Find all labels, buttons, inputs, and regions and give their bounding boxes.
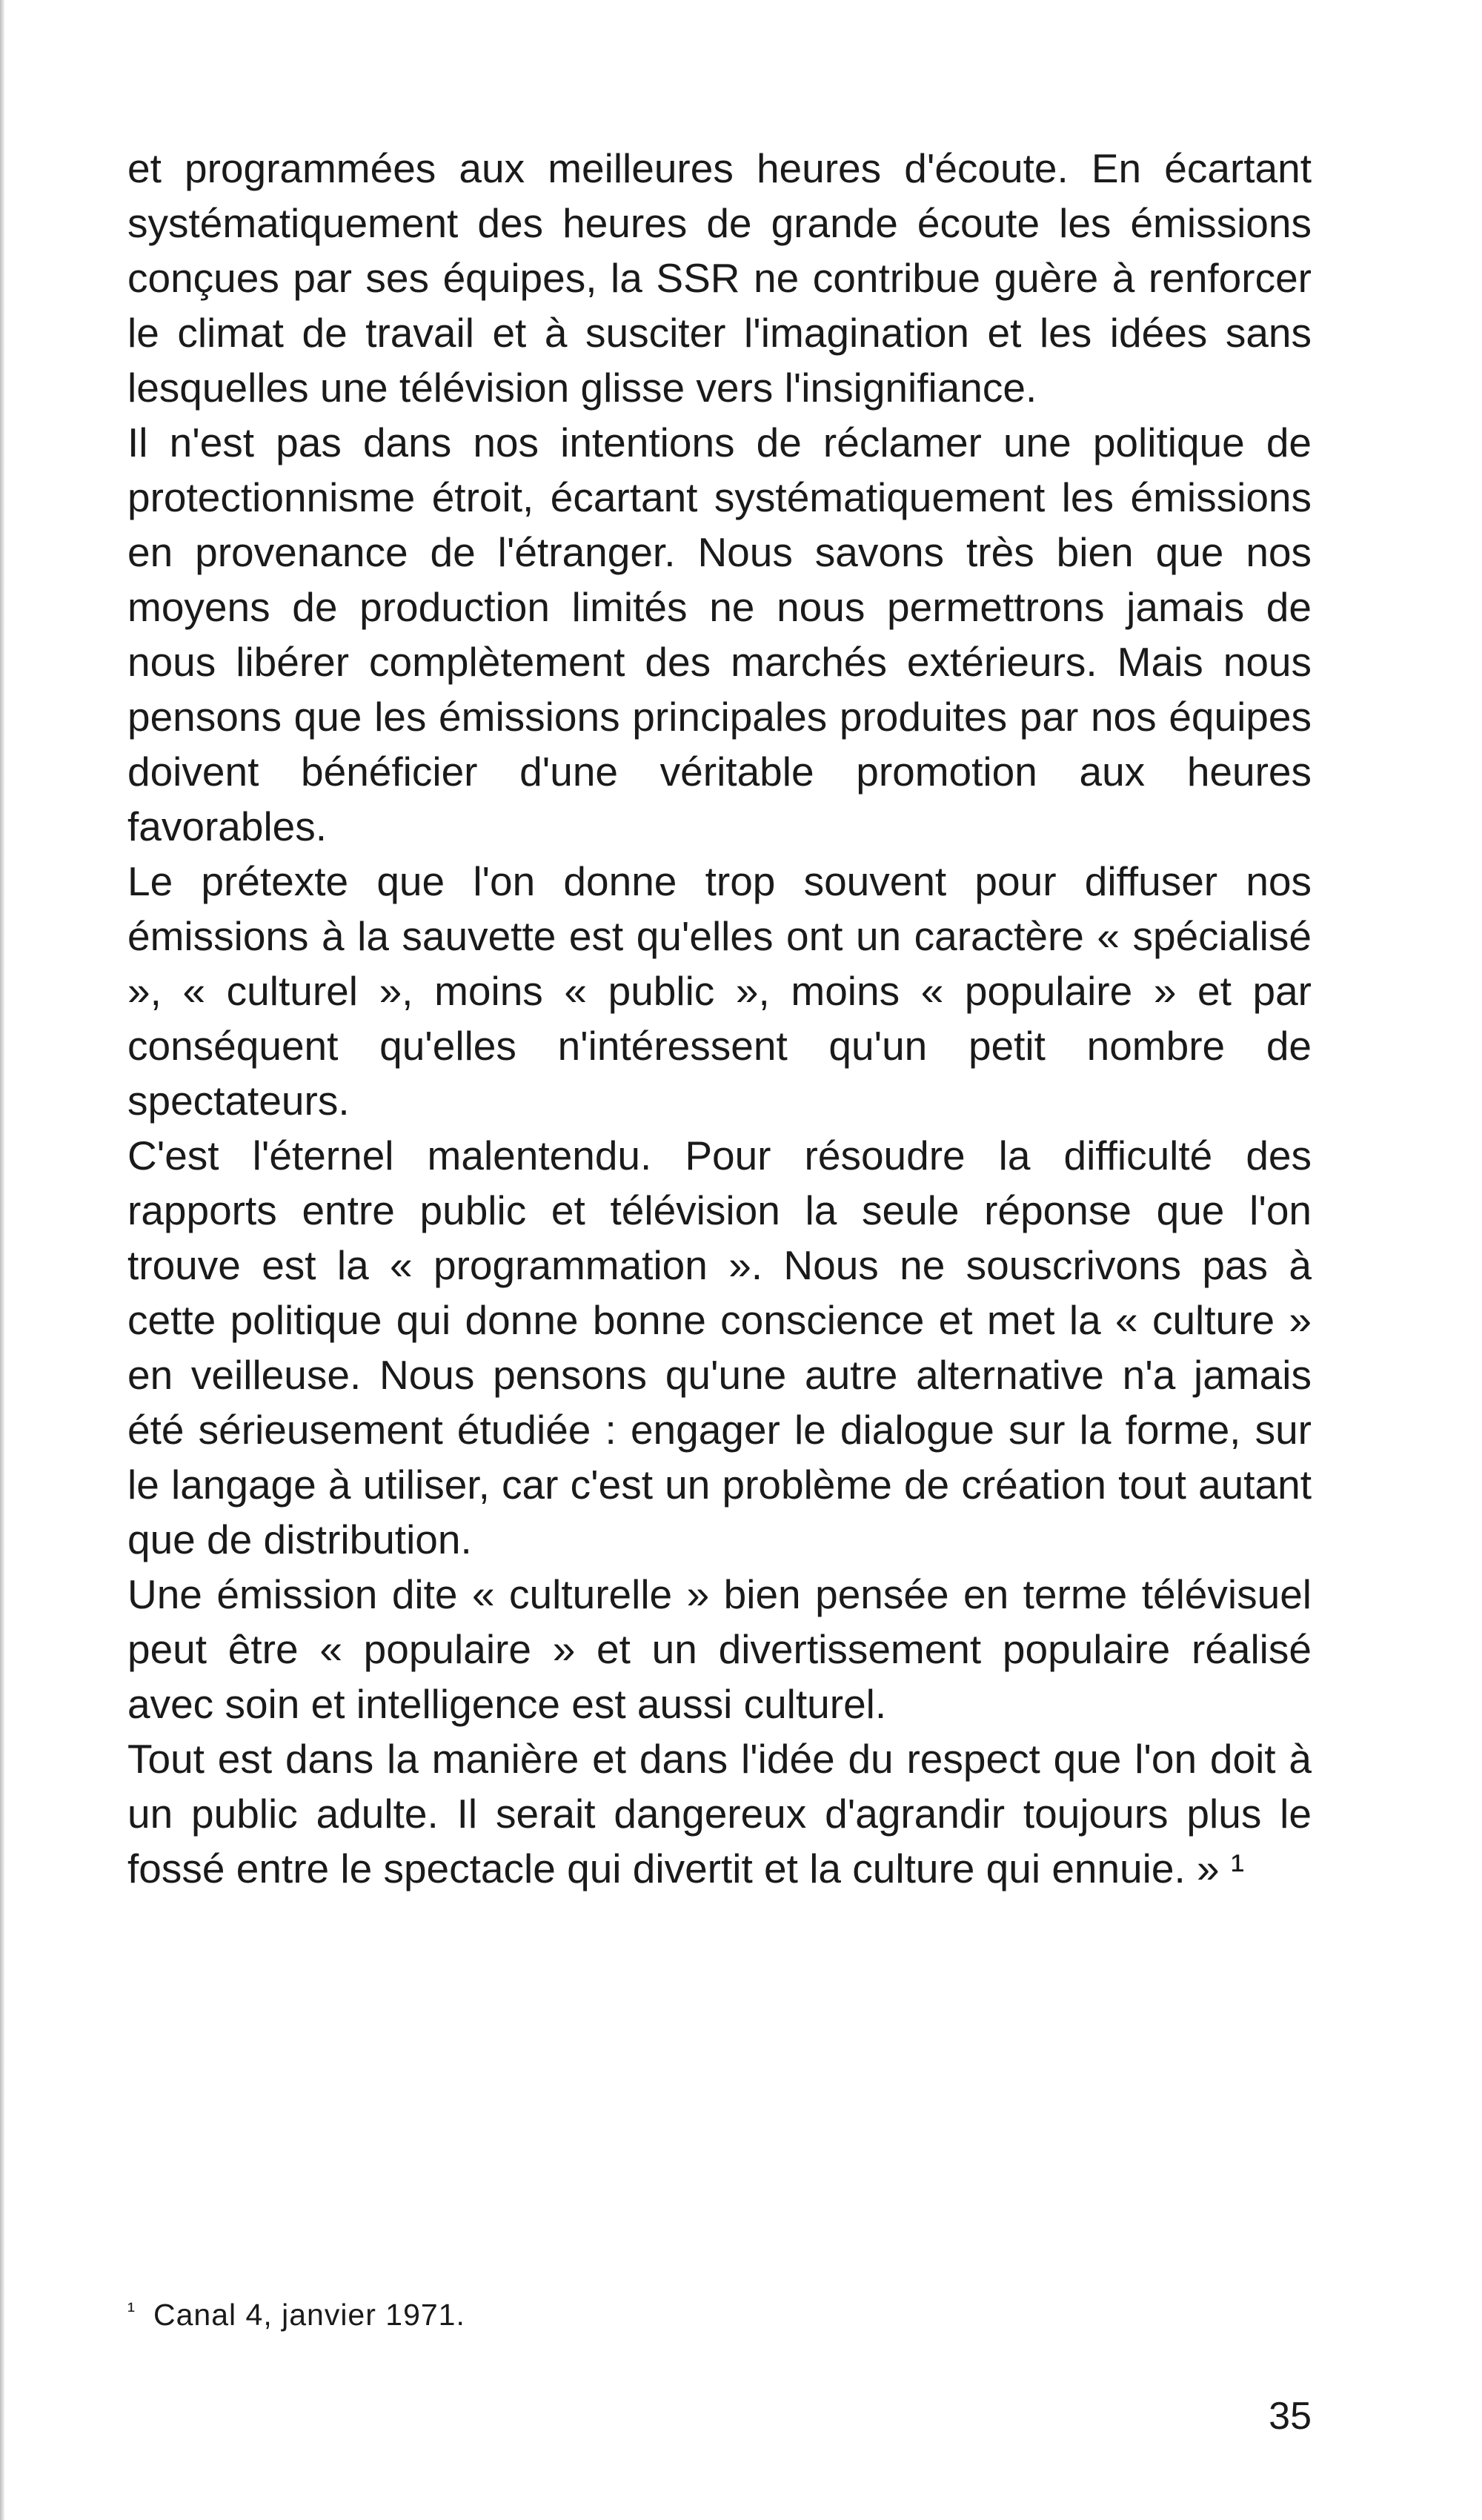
paragraph: Tout est dans la manière et dans l'idée du respect que l'on doit à un public adulte. Il serait dangereux d'agrandir toujours plus le fossé entre le spectacle qui divertit et la culture qui ennuie. » ¹ [127,1736,1312,1891]
paragraph: Il n'est pas dans nos intentions de réclamer une politique de protectionnisme étroit, écartant systématiquement les émissions en provenance de l'étranger. Nous savons très bien que nos moyens de production limités ne nous permettrons jamais de nous libérer complètement des marchés extérieurs. Mais nous pensons que les émissions principales produites par nos équipes doivent bénéficier d'une véritable promotion aux heures favorables. [127,420,1312,849]
body-text [127,141,1312,1896]
paragraph: C'est l'éternel malentendu. Pour résoudre la difficulté des rapports entre public et télévision la seule réponse que l'on trouve est la « programmation ». Nous ne souscrivons pas à cette politique qui donne bonne conscience et met la « culture » en veilleuse. Nous pensons qu'une autre alternative n'a jamais été sérieusement étudiée : engager le dialogue sur la forme, sur le langage à utiliser, car c'est un problème de création tout autant que de distribution. [127,1133,1312,1562]
footnote [127,2296,465,2337]
footnote-text: Canal 4, janvier 1971. [153,2298,465,2332]
paragraph: et programmées aux meilleures heures d'écoute. En écartant systématiquement des heures de grande écoute les émissions conçues par ses équipes, la SSR ne contribue guère à renforcer le climat de travail et à susciter l'imagination et les idées sans lesquelles une télévision glisse vers l'insignifiance. [127,145,1312,411]
paragraph: Une émission dite « culturelle » bien pensée en terme télévisuel peut être « populaire » et un divertissement populaire réalisé avec soin et intelligence est aussi culturel. [127,1571,1312,1727]
paragraph: Le prétexte que l'on donne trop souvent pour diffuser nos émissions à la sauvette est qu'elles ont un caractère « spécialisé », « culturel », moins « public », moins « populaire » et par conséquent qu'elles n'intéressent qu'un petit nombre de spectateurs. [127,858,1312,1124]
page-number: 35 [1269,2395,1312,2438]
footnote-marker: ¹ [127,2298,136,2323]
